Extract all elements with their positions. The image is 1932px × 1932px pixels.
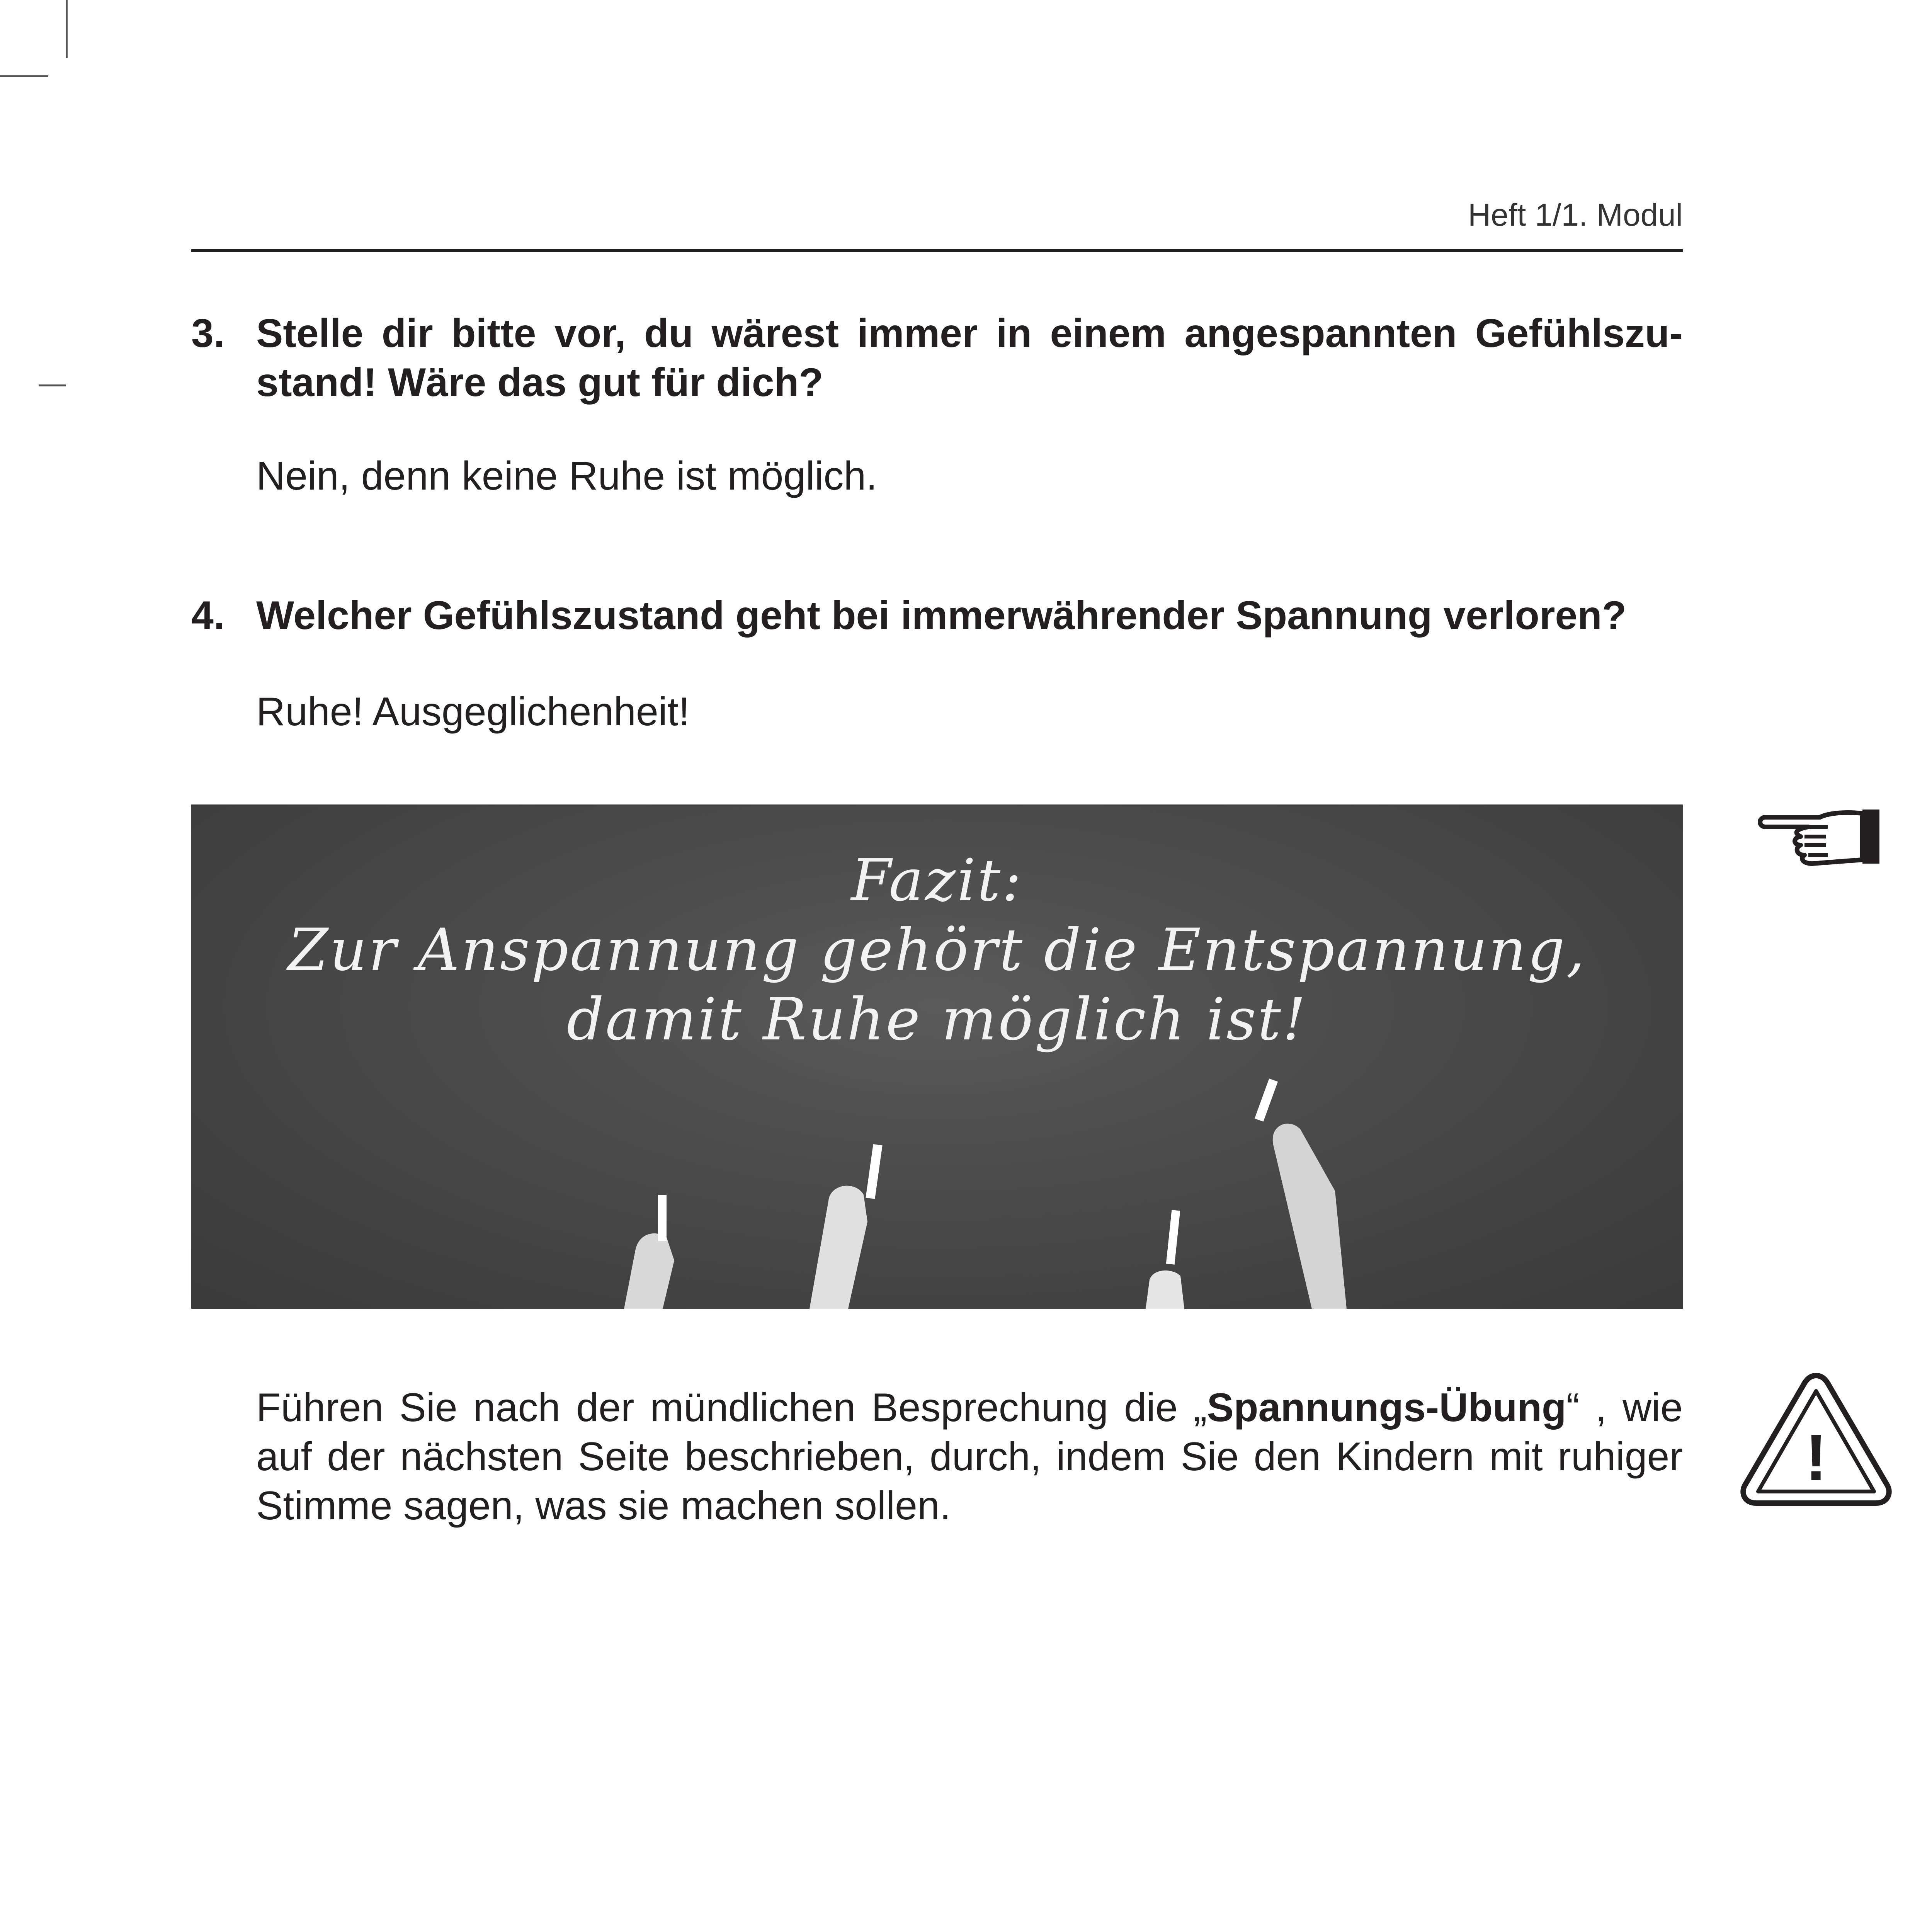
hands-with-chalk-illustration (191, 804, 1683, 1309)
chalkboard-line-1: Zur Anspannung gehört die Entspannung, (287, 917, 1587, 984)
instruction-text: Führen Sie nach der mündlichen Besprechung die „ (256, 1385, 1207, 1430)
chalkboard-image (191, 804, 1683, 1309)
answer-4: Ruhe! Ausgeglichenheit! (256, 689, 690, 734)
question-3 (191, 309, 1683, 407)
running-header: Heft 1/1. Modul (1468, 197, 1683, 233)
teacher-instruction (256, 1383, 1683, 1531)
crop-mark (39, 384, 66, 386)
instruction-text: “ , wie auf der nächsten Seite beschrieben, durch, indem Sie den Kindern mit ruhiger Stimme sagen, was sie machen sollen. (256, 1385, 1683, 1528)
question-number: 3. (191, 311, 225, 356)
pointing-hand-icon (1750, 802, 1886, 871)
question-4 (191, 591, 1683, 640)
chalkboard-line-2: damit Ruhe möglich ist! (566, 986, 1308, 1053)
crop-mark (0, 75, 48, 77)
header-rule (191, 249, 1683, 252)
exercise-name: Spannungs-Übung (1207, 1385, 1566, 1430)
crop-mark (66, 0, 68, 58)
answer-3: Nein, denn keine Ruhe ist möglich. (256, 454, 878, 498)
warning-triangle-icon (1739, 1370, 1893, 1509)
question-number: 4. (191, 593, 225, 638)
chalkboard-title: Fazit: (851, 847, 1023, 914)
question-text: Stelle dir bitte vor, du wärest immer in einem angespannten Gefühlszu-stand! Wäre das gut für dich? (256, 311, 1683, 405)
warning-glyph: ! (1805, 1421, 1827, 1494)
question-text: Welcher Gefühlszustand geht bei immerwährender Spannung verloren? (256, 593, 1627, 638)
